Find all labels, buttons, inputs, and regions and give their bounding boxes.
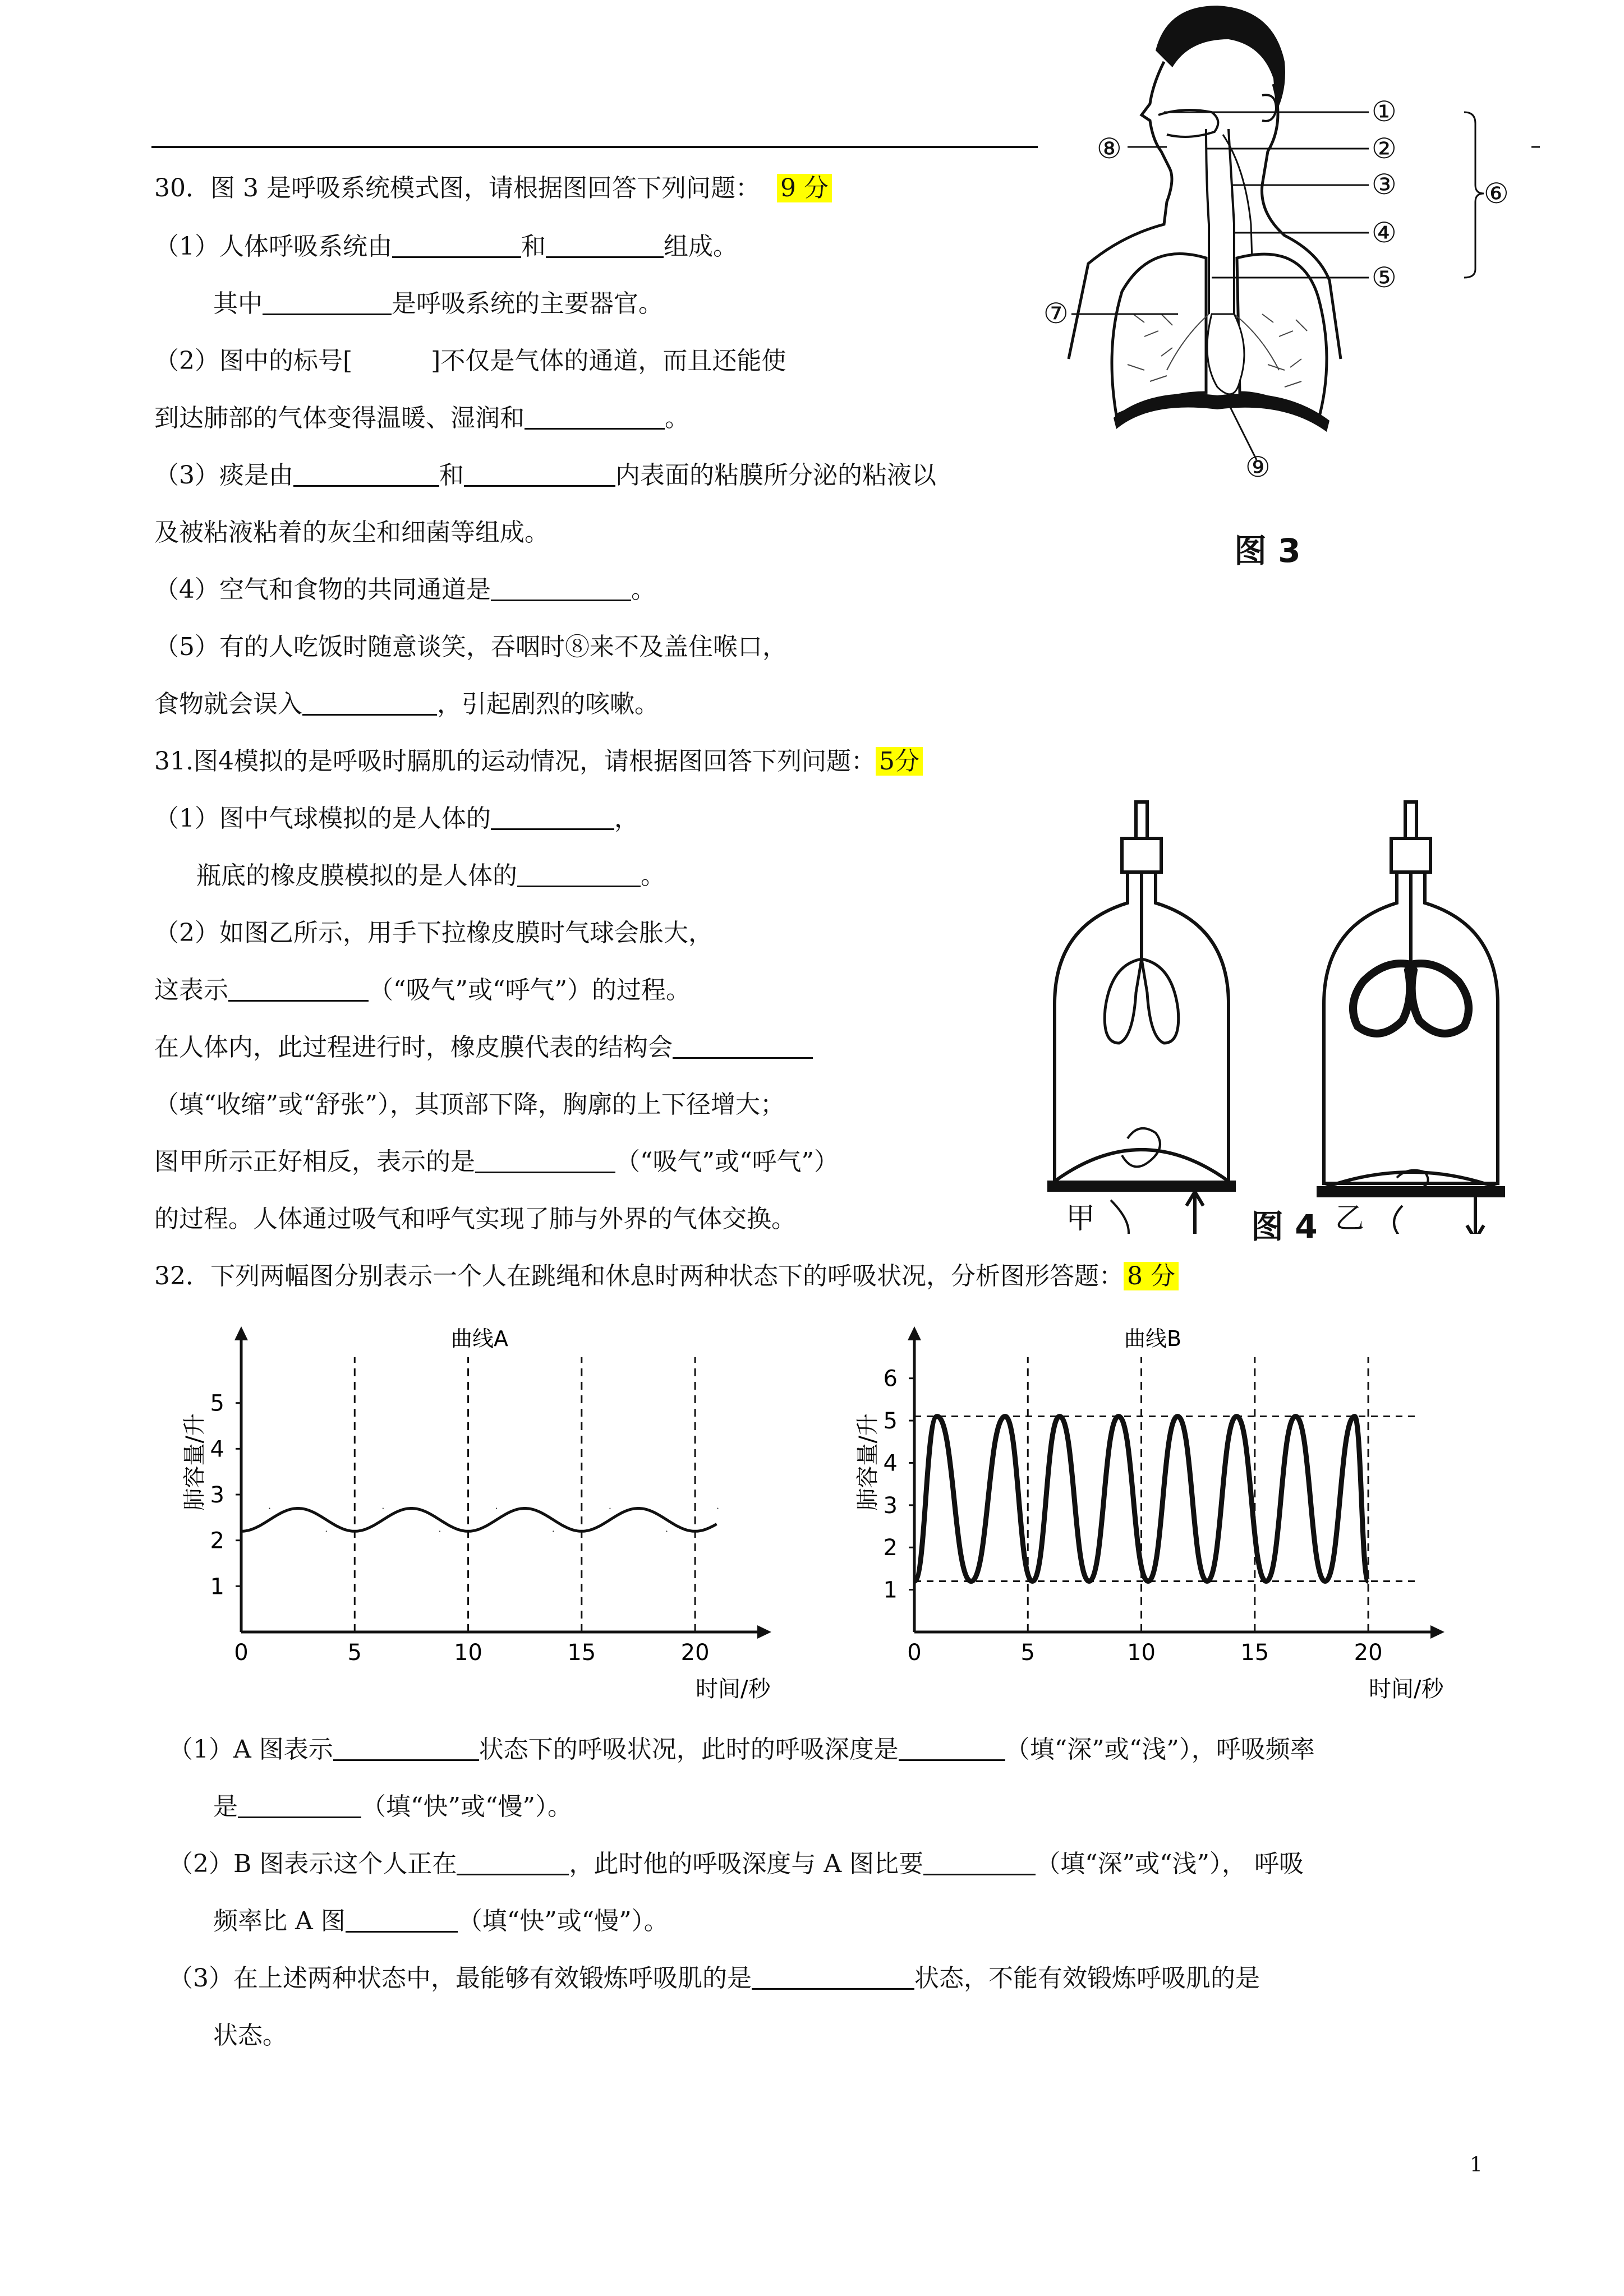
head-hair bbox=[1156, 6, 1285, 112]
respiratory-system-diagram bbox=[1038, 0, 1599, 538]
x-tick-label: 5 bbox=[347, 1640, 362, 1666]
fig3-label-3: ③ bbox=[1372, 168, 1397, 201]
answer-blank[interactable] bbox=[293, 460, 439, 487]
q31-score: 5分 bbox=[876, 747, 923, 776]
answer-blank[interactable] bbox=[464, 460, 615, 487]
bell-jar-model bbox=[1043, 796, 1537, 1234]
data-point bbox=[496, 1508, 497, 1509]
q31-sub2-f: 的过程。人体通过吸气和呼气实现了肺与外界的气体交换。 bbox=[154, 1205, 796, 1233]
y-tick-label: 2 bbox=[883, 1535, 898, 1561]
y-tick-label: 3 bbox=[210, 1482, 224, 1508]
q32-score: 8 分 bbox=[1124, 1262, 1179, 1290]
x-axis-arrow bbox=[757, 1625, 771, 1639]
top-rule bbox=[151, 146, 1038, 148]
fig3-label-1: ① bbox=[1372, 95, 1397, 128]
fig4-label-yi: 乙 bbox=[1335, 1202, 1365, 1234]
q31-sub1: （1）图中气球模拟的是人体的 ， bbox=[154, 804, 639, 833]
x-tick-label: 0 bbox=[907, 1640, 922, 1666]
x-axis-arrow bbox=[1430, 1625, 1444, 1639]
series-line bbox=[241, 1509, 717, 1532]
data-point bbox=[1236, 1416, 1237, 1417]
x-axis-label: 时间/秒 bbox=[696, 1676, 771, 1702]
q30-sub1-cont: 其中 是呼吸系统的主要器官。 bbox=[213, 289, 663, 318]
data-point bbox=[914, 1581, 915, 1582]
q32-sub3-cont: 状态。 bbox=[213, 2021, 287, 2050]
answer-blank[interactable] bbox=[899, 1735, 1005, 1761]
q32-sub3: （3）在上述两种状态中，最能够有效锻炼呼吸肌的是 状态，不能有效锻炼呼吸肌的是 bbox=[168, 1964, 1260, 1993]
data-point bbox=[1089, 1581, 1090, 1582]
answer-blank[interactable] bbox=[546, 232, 664, 258]
fig3-label-4: ④ bbox=[1372, 216, 1397, 249]
y-tick-label: 5 bbox=[883, 1408, 898, 1435]
q31-title: 31.图4模拟的是呼吸时膈肌的运动情况，请根据图回答下列问题： 5分 bbox=[154, 745, 923, 778]
q30-sub4: （4）空气和食物的共同通道是 。 bbox=[154, 575, 656, 604]
heart bbox=[1207, 314, 1244, 394]
fig3-label-5: ⑤ bbox=[1372, 261, 1397, 294]
y-tick-label: 6 bbox=[883, 1366, 898, 1392]
y-tick-label: 1 bbox=[883, 1577, 898, 1603]
data-point bbox=[1148, 1581, 1149, 1582]
data-point bbox=[717, 1508, 719, 1509]
q31-sub2-d: （填“收缩”或“舒张”），其顶部下降，胸廓的上下径增大； bbox=[154, 1090, 785, 1119]
answer-blank[interactable] bbox=[346, 1906, 458, 1933]
y-axis-label: 肺容量/升 bbox=[855, 1413, 881, 1511]
fig3-label-6: ⑥ bbox=[1484, 177, 1509, 210]
data-point bbox=[1032, 1581, 1033, 1582]
data-point bbox=[326, 1530, 327, 1532]
data-point bbox=[1295, 1416, 1296, 1417]
q30-title: 30．图 3 是呼吸系统模式图，请根据图回答下列问题： 9 分 bbox=[154, 172, 832, 205]
data-point bbox=[970, 1581, 972, 1582]
q30-sub5: （5）有的人吃饭时随意谈笑，吞咽时⑧来不及盖住喉口， bbox=[154, 633, 787, 661]
fig4-label-jia: 甲 bbox=[1066, 1202, 1096, 1234]
data-point bbox=[936, 1416, 937, 1417]
data-point bbox=[553, 1530, 554, 1532]
data-point bbox=[609, 1508, 610, 1509]
data-point bbox=[1177, 1416, 1178, 1417]
y-tick-label: 3 bbox=[883, 1492, 898, 1519]
nasal-cavity bbox=[1158, 110, 1218, 137]
q31-sub2: （2）如图乙所示，用手下拉橡皮膜时气球会胀大， bbox=[154, 919, 713, 947]
q31-sub2-b: 这表示 （“吸气”或“呼气”）的过程。 bbox=[154, 976, 691, 1004]
y-tick-label: 2 bbox=[210, 1528, 224, 1554]
fig3-caption: 图 3 bbox=[1234, 532, 1301, 570]
x-tick-label: 5 bbox=[1020, 1640, 1035, 1666]
answer-blank[interactable] bbox=[517, 861, 641, 887]
data-point bbox=[666, 1530, 668, 1532]
y-tick-label: 4 bbox=[210, 1436, 224, 1463]
data-point bbox=[1005, 1416, 1006, 1417]
answer-blank[interactable] bbox=[302, 689, 437, 716]
left-lung bbox=[1112, 254, 1206, 416]
y-axis-label: 肺容量/升 bbox=[182, 1413, 208, 1511]
fig3-label-9: ⑨ bbox=[1245, 451, 1271, 483]
data-point bbox=[1118, 1416, 1119, 1417]
trachea bbox=[1206, 129, 1234, 314]
answer-blank[interactable] bbox=[228, 975, 369, 1002]
q32-title: 32．下列两幅图分别表示一个人在跳绳和休息时两种状态下的呼吸状况，分析图形答题： 8 分 bbox=[154, 1260, 1179, 1293]
data-point bbox=[1207, 1581, 1208, 1582]
data-point bbox=[241, 1530, 242, 1532]
x-axis-label: 时间/秒 bbox=[1369, 1676, 1444, 1702]
x-tick-label: 0 bbox=[234, 1640, 249, 1666]
fig4-caption: 图 4 bbox=[1251, 1207, 1318, 1246]
q30-sub3-cont: 及被粘液粘着的灰尘和细菌等组成。 bbox=[154, 518, 549, 547]
answer-blank[interactable] bbox=[475, 1147, 615, 1173]
data-point bbox=[1266, 1581, 1267, 1582]
data-point bbox=[1059, 1416, 1060, 1417]
q31-sub2-e: 图甲所示正好相反，表示的是 （“吸气”或“呼气”） bbox=[154, 1147, 839, 1176]
chart-title: 曲线B bbox=[1124, 1326, 1182, 1351]
answer-blank[interactable] bbox=[525, 403, 665, 430]
data-point bbox=[383, 1508, 384, 1509]
x-tick-label: 10 bbox=[1127, 1640, 1156, 1666]
data-point bbox=[1324, 1581, 1326, 1582]
y-axis-arrow bbox=[234, 1326, 248, 1340]
answer-blank[interactable] bbox=[457, 1849, 569, 1875]
data-point bbox=[1368, 1581, 1369, 1582]
q30-sub2: （2）图中的标号[ ]不仅是气体的通道，而且还能使 bbox=[154, 347, 786, 375]
answer-blank[interactable] bbox=[333, 1735, 479, 1761]
y-tick-label: 1 bbox=[210, 1574, 224, 1600]
y-axis-arrow bbox=[908, 1326, 921, 1340]
fig3-label-8: ⑧ bbox=[1097, 132, 1122, 165]
answer-blank[interactable] bbox=[491, 804, 614, 830]
chart-title: 曲线A bbox=[451, 1326, 508, 1351]
y-tick-label: 4 bbox=[883, 1450, 898, 1477]
data-point bbox=[439, 1530, 440, 1532]
y-tick-label: 5 bbox=[210, 1390, 224, 1417]
q32-sub2: （2）B 图表示这个人正在 ，此时他的呼吸深度与 A 图比要 （填“深”或“浅”）， 呼吸 bbox=[168, 1850, 1304, 1878]
x-tick-label: 15 bbox=[1240, 1640, 1269, 1666]
chart-b bbox=[841, 1324, 1459, 1705]
fig3-label-7: ⑦ bbox=[1043, 297, 1069, 330]
x-tick-label: 20 bbox=[1354, 1640, 1383, 1666]
q30-sub2-cont: 到达肺部的气体变得温暖、湿润和 。 bbox=[154, 404, 689, 432]
answer-blank[interactable] bbox=[491, 575, 631, 601]
q31-sub2-c: 在人体内，此过程进行时，橡皮膜代表的结构会 bbox=[154, 1031, 813, 1064]
data-point bbox=[1354, 1416, 1355, 1417]
data-point bbox=[269, 1508, 270, 1509]
x-tick-label: 15 bbox=[567, 1640, 596, 1666]
answer-blank[interactable] bbox=[263, 289, 392, 315]
answer-blank[interactable] bbox=[392, 232, 521, 258]
x-tick-label: 20 bbox=[680, 1640, 710, 1666]
q32-sub1: （1）A 图表示 状态下的呼吸状况，此时的呼吸深度是 （填“深”或“浅”），呼吸频率 bbox=[168, 1735, 1315, 1764]
jar-jia bbox=[1049, 802, 1234, 1234]
x-tick-label: 10 bbox=[454, 1640, 482, 1666]
q30-sub3: （3）痰是由 和 内表面的粘膜所分泌的粘液以 bbox=[154, 461, 936, 490]
q30-sub5-cont: 食物就会误入 ，引起剧烈的咳嗽。 bbox=[154, 690, 659, 718]
page-number: 1 bbox=[1470, 2154, 1483, 2177]
fig3-label-2: ② bbox=[1372, 132, 1397, 165]
answer-blank[interactable] bbox=[238, 1792, 361, 1818]
chart-a bbox=[168, 1324, 785, 1705]
answer-blank[interactable] bbox=[673, 1032, 813, 1059]
q30-score: 9 分 bbox=[777, 174, 832, 202]
q31-sub1-cont: 瓶底的橡皮膜模拟的是人体的 。 bbox=[196, 861, 665, 890]
answer-blank[interactable] bbox=[923, 1849, 1036, 1875]
ear bbox=[1262, 95, 1276, 121]
answer-blank[interactable] bbox=[752, 1963, 914, 1990]
q30-sub1: （1）人体呼吸系统由 和 组成。 bbox=[154, 232, 738, 261]
jar-yi bbox=[1318, 802, 1503, 1234]
q32-sub2-cont: 频率比 A 图 （填“快”或“慢”）。 bbox=[213, 1907, 669, 1935]
q32-sub1-cont: 是 （填“快”或“慢”）。 bbox=[213, 1792, 572, 1821]
